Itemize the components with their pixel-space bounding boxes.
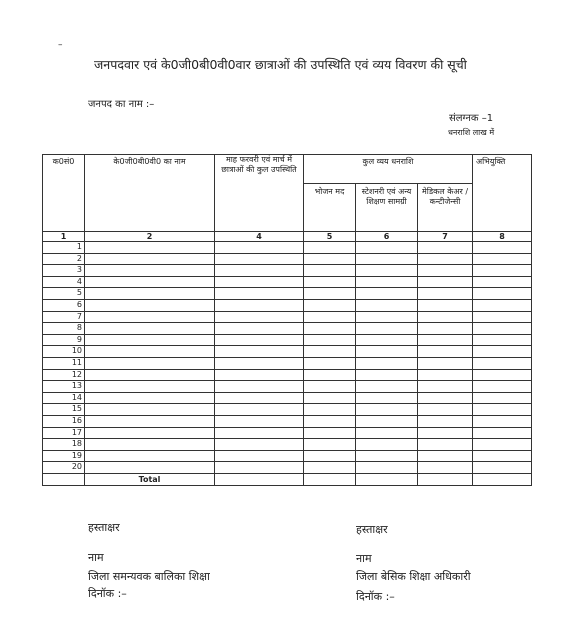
table-row: [43, 311, 532, 323]
empty-cell: [356, 334, 418, 346]
empty-cell: [304, 265, 356, 277]
empty-cell: [356, 450, 418, 462]
table-row: [43, 323, 532, 335]
empty-cell: [215, 346, 304, 358]
column-number: 6: [356, 232, 418, 242]
empty-cell: [85, 346, 215, 358]
serial-number-cell: 8: [43, 323, 85, 335]
empty-cell: [85, 392, 215, 404]
serial-number-cell: 5: [43, 288, 85, 300]
table-row: [43, 415, 532, 427]
empty-cell: [473, 392, 532, 404]
serial-number-cell: 6: [43, 299, 85, 311]
district-name-label: जनपद का नाम :–: [88, 99, 155, 110]
empty-cell: [418, 392, 473, 404]
empty-cell: [356, 404, 418, 416]
empty-cell: [85, 369, 215, 381]
total-cell: [43, 473, 85, 485]
header-attendance: माह फरवरी एवं मार्च में छात्राओं की कुल उपस्थिति: [215, 155, 304, 232]
empty-cell: [215, 369, 304, 381]
empty-cell: [85, 439, 215, 451]
table-row: [43, 392, 532, 404]
total-cell: [356, 473, 418, 485]
empty-cell: [215, 392, 304, 404]
empty-cell: [356, 242, 418, 254]
empty-cell: [418, 415, 473, 427]
empty-cell: [85, 288, 215, 300]
empty-cell: [473, 404, 532, 416]
empty-cell: [356, 392, 418, 404]
serial-number-cell: 4: [43, 276, 85, 288]
header-remarks: अभियुक्ति: [473, 155, 532, 232]
empty-cell: [473, 253, 532, 265]
table-row: [43, 346, 532, 358]
empty-cell: [473, 276, 532, 288]
empty-cell: [215, 253, 304, 265]
empty-cell: [85, 253, 215, 265]
empty-cell: [215, 404, 304, 416]
empty-cell: [215, 450, 304, 462]
empty-cell: [418, 357, 473, 369]
empty-cell: [418, 265, 473, 277]
empty-cell: [304, 323, 356, 335]
empty-cell: [304, 439, 356, 451]
column-number: 1: [43, 232, 85, 242]
header-stationery: स्टेशनरी एवं अन्य शिक्षण सामग्री: [356, 184, 418, 232]
empty-cell: [215, 439, 304, 451]
serial-number-cell: 17: [43, 427, 85, 439]
serial-number-cell: 12: [43, 369, 85, 381]
empty-cell: [356, 381, 418, 393]
serial-number-cell: 10: [43, 346, 85, 358]
empty-cell: [215, 299, 304, 311]
empty-cell: [304, 346, 356, 358]
empty-cell: [356, 253, 418, 265]
table-row: [43, 462, 532, 474]
serial-number-cell: 13: [43, 381, 85, 393]
total-label: Total: [85, 473, 215, 485]
empty-cell: [304, 276, 356, 288]
empty-cell: [215, 381, 304, 393]
empty-cell: [215, 242, 304, 254]
empty-cell: [356, 439, 418, 451]
empty-cell: [356, 265, 418, 277]
empty-cell: [473, 323, 532, 335]
column-number: 5: [304, 232, 356, 242]
empty-cell: [418, 288, 473, 300]
empty-cell: [356, 346, 418, 358]
serial-number-cell: 14: [43, 392, 85, 404]
left-signature-label: हस्ताक्षर: [88, 521, 120, 534]
empty-cell: [473, 346, 532, 358]
empty-cell: [418, 346, 473, 358]
left-designation: जिला समन्यवक बालिका शिक्षा: [88, 570, 210, 583]
empty-cell: [418, 276, 473, 288]
total-cell: [473, 473, 532, 485]
attendance-expense-table: [42, 154, 532, 486]
empty-cell: [473, 288, 532, 300]
empty-cell: [215, 334, 304, 346]
empty-cell: [85, 415, 215, 427]
empty-cell: [85, 265, 215, 277]
empty-cell: [473, 439, 532, 451]
empty-cell: [215, 462, 304, 474]
empty-cell: [418, 381, 473, 393]
table-row: [43, 242, 532, 254]
empty-cell: [304, 311, 356, 323]
empty-cell: [473, 415, 532, 427]
column-number: 8: [473, 232, 532, 242]
empty-cell: [356, 288, 418, 300]
empty-cell: [304, 381, 356, 393]
empty-cell: [418, 334, 473, 346]
empty-cell: [356, 462, 418, 474]
empty-cell: [85, 450, 215, 462]
empty-cell: [473, 299, 532, 311]
header-dash: –: [58, 40, 63, 50]
empty-cell: [356, 299, 418, 311]
header-food-head: भोजन मद: [304, 184, 356, 232]
header-medical-contingency: मेडिकल केअर / कन्टीजेन्सी: [418, 184, 473, 232]
header-serial-number: क0सं0: [43, 155, 85, 232]
table-row: [43, 299, 532, 311]
left-name-label: नाम: [88, 551, 104, 564]
empty-cell: [85, 462, 215, 474]
total-row: [43, 473, 532, 485]
empty-cell: [356, 323, 418, 335]
empty-cell: [473, 265, 532, 277]
right-name-label: नाम: [356, 552, 372, 565]
column-number: 7: [418, 232, 473, 242]
right-signature-label: हस्ताक्षर: [356, 523, 388, 536]
document-title: जनपदवार एवं के0जी0बी0वी0वार छात्राओं की उपस्थिति एवं व्यय विवरण की सूची: [94, 57, 467, 72]
serial-number-cell: 9: [43, 334, 85, 346]
empty-cell: [473, 450, 532, 462]
empty-cell: [304, 288, 356, 300]
empty-cell: [85, 323, 215, 335]
empty-cell: [473, 357, 532, 369]
empty-cell: [215, 415, 304, 427]
empty-cell: [356, 357, 418, 369]
empty-cell: [304, 334, 356, 346]
table-row: [43, 276, 532, 288]
table-row: [43, 265, 532, 277]
empty-cell: [304, 415, 356, 427]
empty-cell: [304, 404, 356, 416]
empty-cell: [418, 299, 473, 311]
empty-cell: [85, 242, 215, 254]
annexure-label: संलग्नक –1: [449, 113, 494, 124]
serial-number-cell: 3: [43, 265, 85, 277]
serial-number-cell: 1: [43, 242, 85, 254]
empty-cell: [304, 392, 356, 404]
empty-cell: [473, 427, 532, 439]
empty-cell: [304, 462, 356, 474]
empty-cell: [85, 427, 215, 439]
empty-cell: [215, 265, 304, 277]
total-cell: [304, 473, 356, 485]
total-cell: [418, 473, 473, 485]
table-row: [43, 357, 532, 369]
table-row: [43, 369, 532, 381]
empty-cell: [418, 369, 473, 381]
table-row: [43, 427, 532, 439]
empty-cell: [304, 242, 356, 254]
empty-cell: [418, 427, 473, 439]
empty-cell: [418, 311, 473, 323]
empty-cell: [473, 381, 532, 393]
empty-cell: [304, 299, 356, 311]
column-number: 4: [215, 232, 304, 242]
empty-cell: [418, 404, 473, 416]
serial-number-cell: 7: [43, 311, 85, 323]
empty-cell: [304, 253, 356, 265]
table-row: [43, 439, 532, 451]
serial-number-cell: 16: [43, 415, 85, 427]
empty-cell: [215, 276, 304, 288]
empty-cell: [85, 357, 215, 369]
empty-cell: [304, 357, 356, 369]
table-row: [43, 450, 532, 462]
empty-cell: [85, 404, 215, 416]
empty-cell: [304, 369, 356, 381]
empty-cell: [356, 427, 418, 439]
table-row: [43, 288, 532, 300]
empty-cell: [85, 334, 215, 346]
empty-cell: [215, 357, 304, 369]
empty-cell: [418, 450, 473, 462]
serial-number-cell: 2: [43, 253, 85, 265]
serial-number-cell: 18: [43, 439, 85, 451]
empty-cell: [85, 299, 215, 311]
empty-cell: [356, 276, 418, 288]
header-total-expense: कुल व्यय धनराशि: [304, 155, 473, 184]
serial-number-cell: 19: [43, 450, 85, 462]
empty-cell: [304, 427, 356, 439]
header-kgbv-name: के0जी0बी0वी0 का नाम: [85, 155, 215, 232]
empty-cell: [418, 462, 473, 474]
empty-cell: [356, 369, 418, 381]
empty-cell: [473, 334, 532, 346]
left-date-label: दिनॉक :–: [88, 587, 127, 600]
table-row: [43, 253, 532, 265]
table-row: [43, 404, 532, 416]
empty-cell: [418, 253, 473, 265]
right-designation: जिला बेसिक शिक्षा अधिकारी: [356, 570, 471, 583]
empty-cell: [356, 415, 418, 427]
empty-cell: [304, 450, 356, 462]
serial-number-cell: 15: [43, 404, 85, 416]
serial-number-cell: 11: [43, 357, 85, 369]
empty-cell: [85, 311, 215, 323]
empty-cell: [473, 369, 532, 381]
empty-cell: [85, 381, 215, 393]
empty-cell: [215, 323, 304, 335]
empty-cell: [418, 439, 473, 451]
total-cell: [215, 473, 304, 485]
table-row: [43, 381, 532, 393]
column-number-row: [43, 232, 532, 242]
right-date-label: दिनॉक :–: [356, 590, 395, 603]
empty-cell: [473, 462, 532, 474]
empty-cell: [418, 242, 473, 254]
empty-cell: [85, 276, 215, 288]
empty-cell: [473, 242, 532, 254]
empty-cell: [418, 323, 473, 335]
amount-unit-label: धनराशि लाख में: [448, 128, 495, 137]
empty-cell: [215, 427, 304, 439]
serial-number-cell: 20: [43, 462, 85, 474]
empty-cell: [215, 288, 304, 300]
column-number: 2: [85, 232, 215, 242]
empty-cell: [473, 311, 532, 323]
empty-cell: [215, 311, 304, 323]
table-row: [43, 334, 532, 346]
empty-cell: [356, 311, 418, 323]
